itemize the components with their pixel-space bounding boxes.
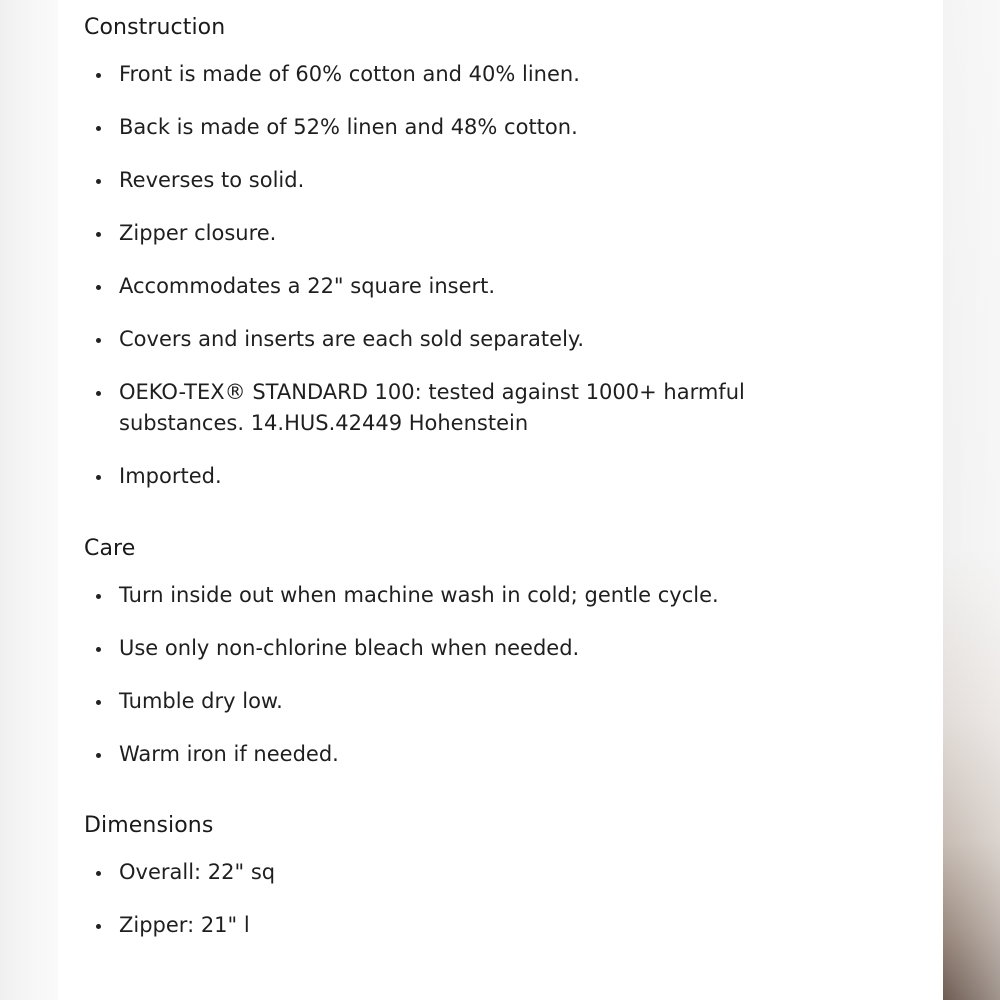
construction-section <box>84 14 924 492</box>
dimensions-list <box>84 857 924 941</box>
list-item: Back is made of 52% linen and 48% cotton. <box>84 112 839 143</box>
list-item: Turn inside out when machine wash in cold; gentle cycle. <box>84 580 839 611</box>
list-item: Warm iron if needed. <box>84 739 839 770</box>
product-details-panel <box>58 0 943 1000</box>
list-item: Tumble dry low. <box>84 686 839 717</box>
construction-list <box>84 59 924 492</box>
background-blur-left <box>0 0 58 1000</box>
dimensions-heading: Dimensions <box>84 813 214 838</box>
care-list <box>84 580 924 770</box>
list-item: OEKO-TEX® STANDARD 100: tested against 1000+ harmful substances. 14.HUS.42449 Hohenstein <box>84 377 839 439</box>
construction-heading: Construction <box>84 15 226 40</box>
care-section <box>84 535 924 770</box>
list-item: Zipper closure. <box>84 218 839 249</box>
list-item: Covers and inserts are each sold separately. <box>84 324 839 355</box>
list-item: Reverses to solid. <box>84 165 839 196</box>
list-item: Front is made of 60% cotton and 40% linen. <box>84 59 839 90</box>
list-item: Overall: 22" sq <box>84 857 839 888</box>
dimensions-section <box>84 812 924 941</box>
background-blur-right <box>943 0 1000 1000</box>
care-heading: Care <box>84 536 136 561</box>
list-item: Imported. <box>84 461 839 492</box>
list-item: Accommodates a 22" square insert. <box>84 271 839 302</box>
list-item: Use only non-chlorine bleach when needed. <box>84 633 839 664</box>
list-item: Zipper: 21" l <box>84 910 839 941</box>
